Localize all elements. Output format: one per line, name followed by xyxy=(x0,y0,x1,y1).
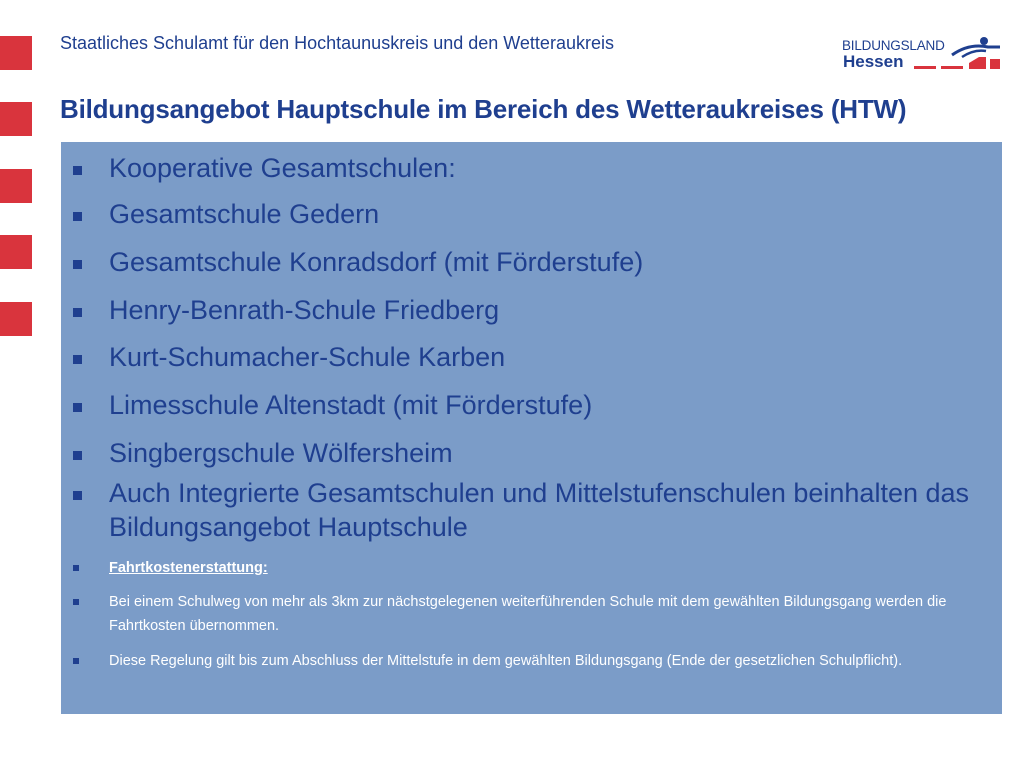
list-item-text: Henry-Benrath-Schule Friedberg xyxy=(109,295,500,325)
bullet-icon xyxy=(73,166,82,175)
bullet-icon xyxy=(73,491,82,500)
list-item-text: Auch Integrierte Gesamtschulen und Mittelstufenschulen beinhalten das Bildungsangebot Hauptschule xyxy=(109,478,970,542)
list-item-text: Singbergschule Wölfersheim xyxy=(109,438,453,468)
bullet-icon xyxy=(73,599,79,605)
bullet-icon xyxy=(73,260,82,269)
list-item-text: Kurt-Schumacher-Schule Karben xyxy=(109,342,506,372)
red-mark-3 xyxy=(0,169,32,203)
note-heading: Fahrtkostenerstattung: xyxy=(109,560,268,576)
logo-line2: Hessen xyxy=(843,52,904,71)
bullet-icon xyxy=(73,565,79,571)
organization-name: Staatliches Schulamt für den Hochtaunuskreis und den Wetteraukreis xyxy=(60,33,614,53)
bildungsland-hessen-logo xyxy=(842,35,1007,75)
red-mark-4 xyxy=(0,235,32,269)
list-item-text: Limesschule Altenstadt (mit Förderstufe) xyxy=(109,390,593,420)
list-item-text: Kooperative Gesamtschulen: xyxy=(109,153,456,183)
bullet-icon xyxy=(73,212,82,221)
bullet-icon xyxy=(73,308,82,317)
bullet-icon xyxy=(73,658,79,664)
running-figure-icon xyxy=(914,35,1004,73)
list-item-text: Gesamtschule Konradsdorf (mit Förderstufe) xyxy=(109,247,644,277)
bullet-icon xyxy=(73,355,82,364)
red-mark-1 xyxy=(0,36,32,70)
logo-line1: BILDUNGSLAND xyxy=(842,38,945,53)
bullet-icon xyxy=(73,451,82,460)
note-text: Bei einem Schulweg von mehr als 3km zur nächstgelegenen weiterführenden Schule mit dem gewählten Bildungsgang werden die Fahrtkosten übernommen. xyxy=(109,594,947,634)
content-panel xyxy=(61,142,1002,714)
red-mark-2 xyxy=(0,102,32,136)
page-title: Bildungsangebot Hauptschule im Bereich des Wetteraukreises (HTW) xyxy=(60,94,907,124)
red-mark-5 xyxy=(0,302,32,336)
list-item-text: Gesamtschule Gedern xyxy=(109,199,380,229)
bullet-icon xyxy=(73,403,82,412)
note-text: Diese Regelung gilt bis zum Abschluss der Mittelstufe in dem gewählten Bildungsgang (Ende der gesetzlichen Schulpflicht). xyxy=(109,653,903,669)
